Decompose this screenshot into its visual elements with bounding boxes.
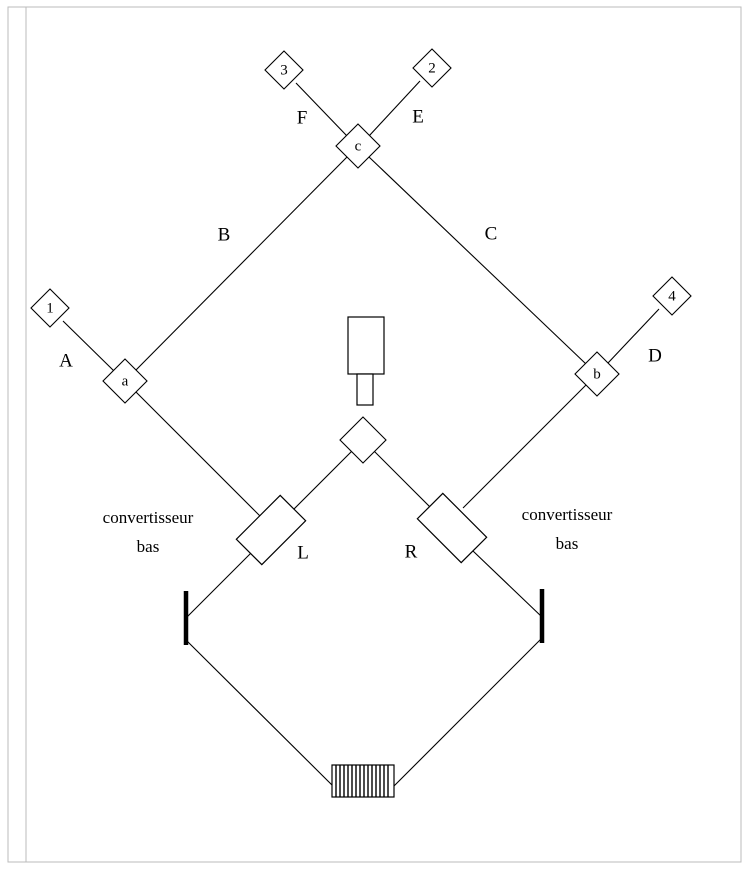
edge-a-to-c-B (136, 157, 347, 370)
source-body (348, 317, 384, 374)
edge-label-F: F (296, 107, 308, 129)
edge-label-D: D (648, 345, 662, 367)
node-beamsplitter-b-label: b (593, 366, 601, 383)
converter-right[interactable] (417, 493, 486, 562)
node-port-3-label: 3 (280, 62, 288, 79)
edge-label-A: A (59, 350, 73, 372)
edge-label-C: C (484, 223, 498, 245)
edge-converter-right-to-mirror-right (473, 551, 542, 617)
converter-right-label-line1: convertisseur (521, 504, 613, 524)
edge-label-E: E (412, 106, 424, 128)
edge-label-R: R (404, 541, 418, 563)
node-port-1-label: 1 (46, 300, 54, 317)
edge-center-to-converter-right (374, 451, 434, 511)
edge-b-to-converter-right (463, 385, 586, 508)
edge-mirror-left-to-detector (187, 641, 337, 790)
edge-converter-left-to-mirror-left (186, 553, 251, 618)
edge-c-to-b-C (369, 157, 586, 364)
edge-label-L: L (297, 542, 309, 564)
node-beamsplitter-a-label: a (121, 373, 129, 390)
converter-left-label-line2: bas (136, 536, 160, 556)
converter-right-label-line2: bas (555, 533, 579, 553)
edge-a-to-converter-left (136, 392, 262, 518)
edge-mirror-right-to-detector (392, 639, 541, 788)
converter-left[interactable] (236, 495, 305, 564)
detector-grating[interactable] (332, 765, 394, 797)
converter-left-label-line1: convertisseur (102, 507, 194, 527)
edge-label-B: B (217, 224, 231, 246)
node-port-4-label: 4 (668, 288, 676, 305)
node-port-2-label: 2 (428, 60, 436, 77)
edge-center-to-converter-left (291, 451, 352, 512)
source-stem (357, 374, 373, 405)
node-beamsplitter-c-label: c (354, 138, 362, 155)
